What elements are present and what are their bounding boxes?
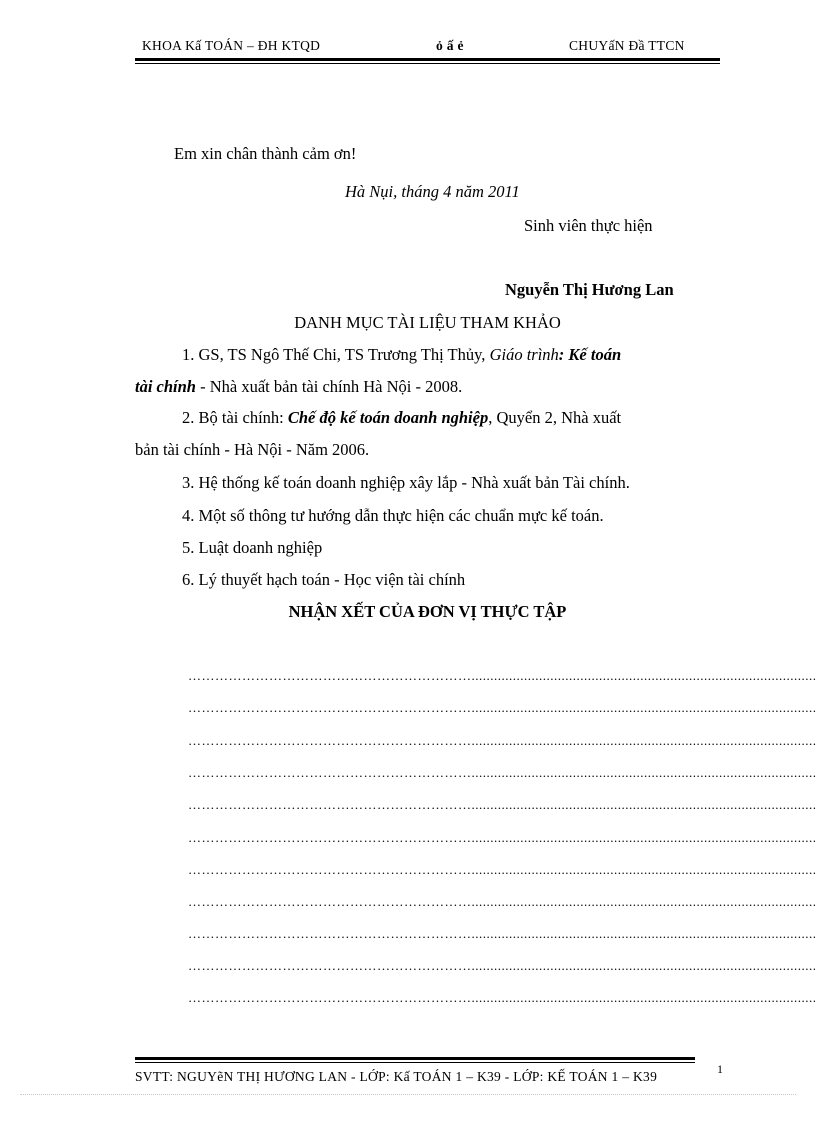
evaluation-line: ………………………………………………………............................................................................................ (188, 862, 817, 877)
thanks-line: Em xin chân thành cảm ơn! (174, 144, 357, 163)
evaluation-line: ………………………………………………………............................................................................................ (188, 700, 817, 715)
header-rule-thin (135, 63, 720, 64)
evaluation-line: ………………………………………………………............................................................................................ (188, 926, 817, 941)
signer-label: Sinh viên thực hiện (524, 216, 653, 235)
evaluation-line: ………………………………………………………............................................................................................ (188, 830, 817, 845)
evaluation-line: ………………………………………………………............................................................................................ (188, 733, 817, 748)
page-number: 1 (717, 1062, 723, 1076)
evaluation-title: NHẬN XẾT CỦA ĐƠN VỊ THỰC TẬP (288, 602, 567, 621)
evaluation-line: ………………………………………………………............................................................................................ (188, 990, 817, 1005)
header-ornament-icon: ỏ ấ ẻ (436, 38, 464, 53)
footer-text: SVTT: NGUYẽN THỊ HƯƠNG LAN - LỚP: Kấ TOÁN 1 – K39 - LỚP: KẾ TOÁN 1 – K39 (135, 1069, 658, 1084)
reference-item-2-line-2: bản tài chính - Hà Nội - Năm 2006. (135, 440, 370, 459)
evaluation-line: ………………………………………………………............................................................................................ (188, 958, 817, 973)
reference-item-1-line-2: tài chính - Nhà xuất bản tài chính Hà Nội - 2008. (135, 377, 463, 396)
references-title: DANH MỤC TÀI LIỆU THAM KHẢO (294, 313, 561, 332)
reference-item-2-line-1: 2. Bộ tài chính: Chế độ kế toán doanh nghiệp, Quyển 2, Nhà xuất (182, 408, 622, 427)
footer-rule-thick (135, 1057, 695, 1060)
header-left: KHOA Kấ TOÁN – ĐH KTQD (142, 38, 321, 53)
reference-item-5: 5. Luật doanh nghiệp (182, 538, 323, 557)
reference-item-6: 6. Lý thuyết hạch toán - Học viện tài chính (182, 570, 466, 589)
header-rule-thick (135, 58, 720, 61)
footer-rule-thin (135, 1062, 695, 1063)
date-line: Hà Nụi, tháng 4 năm 2011 (345, 182, 520, 201)
evaluation-line: ………………………………………………………............................................................................................ (188, 765, 817, 780)
reference-item-3: 3. Hệ thống kế toán doanh nghiệp xây lắp - Nhà xuất bản Tài chính. (182, 473, 630, 492)
page-bottom-divider (20, 1094, 796, 1095)
evaluation-line: ………………………………………………………............................................................................................ (188, 797, 817, 812)
signer-name: Nguyễn Thị Hương Lan (505, 280, 674, 299)
reference-item-4: 4. Một số thông tư hướng dẫn thực hiện các chuẩn mực kế toán. (182, 506, 604, 525)
header-right: CHUYấN Đầ TTCN (569, 38, 685, 53)
evaluation-line: ………………………………………………………............................................................................................ (188, 894, 817, 909)
reference-item-1-line-1: 1. GS, TS Ngô Thế Chi, TS Trương Thị Thủy, Giáo trình: Kế toán (182, 345, 622, 364)
evaluation-line: ………………………………………………………............................................................................................ (188, 668, 817, 683)
